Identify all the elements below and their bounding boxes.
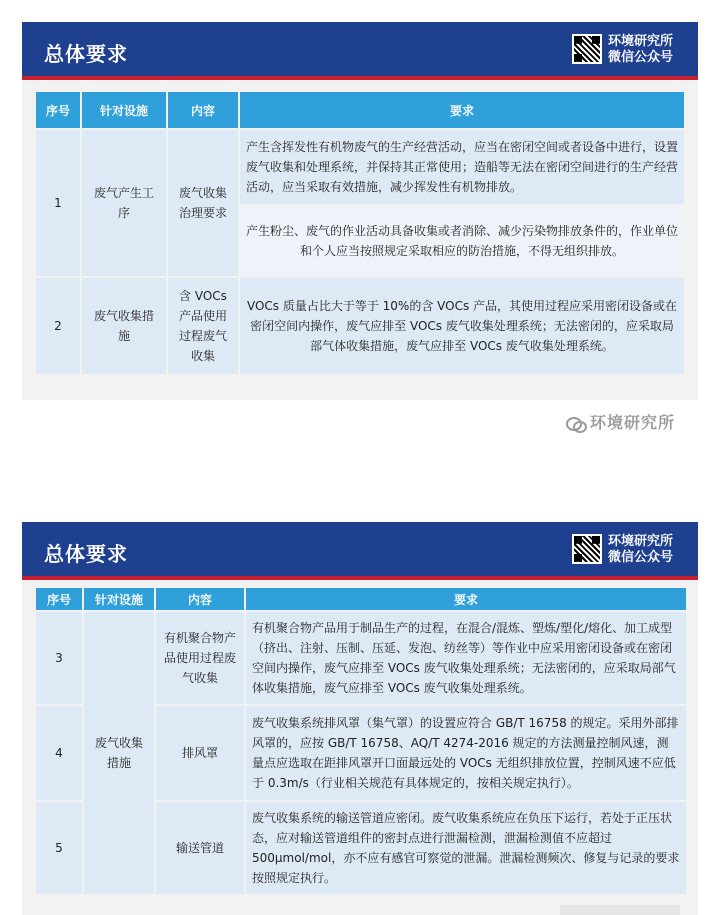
wechat-icon — [566, 417, 586, 431]
slide-1 — [22, 22, 698, 400]
brand-label — [608, 34, 673, 66]
row-no: 1 — [36, 130, 82, 278]
header-requirement: 要求 — [246, 588, 686, 612]
bottom-watermark-strip — [560, 905, 680, 915]
row-content: 输送管道 — [156, 802, 246, 896]
slide-title: 总体要求 — [44, 542, 128, 566]
brand-line-2: 微信公众号 — [608, 50, 674, 65]
row-content: 含 VOCs 产品使用过程废气收集 — [168, 278, 240, 376]
qr-code-icon — [572, 34, 602, 64]
slide-title: 总体要求 — [44, 42, 128, 66]
watermark — [566, 410, 675, 433]
header-content: 内容 — [156, 588, 246, 612]
slide-header — [22, 522, 698, 580]
table-row — [36, 278, 684, 376]
row-no: 2 — [36, 278, 82, 376]
row-content: 有机聚合物产品使用过程废气收集 — [156, 612, 246, 706]
row-facility: 废气收集措施 — [82, 278, 168, 376]
brand-line-1: 环境研究所 — [608, 534, 674, 549]
header-facility: 针对设施 — [82, 92, 168, 130]
slide-2 — [22, 522, 698, 915]
table-header-row — [36, 588, 686, 612]
header-no: 序号 — [36, 92, 82, 130]
slide-header — [22, 22, 698, 80]
row-content: 排风罩 — [156, 706, 246, 802]
row-requirement: 产生含挥发性有机物废气的生产经营活动，应当在密闭空间或者设备中进行，设置废气收集和处理系统，并保持其正常使用；造船等无法在密闭空间进行的生产经营活动，应当采取有效措施，减少挥发性有机物排放。 — [240, 130, 684, 206]
row-requirement: 有机聚合物产品用于制品生产的过程，在混合/混炼、塑炼/塑化/熔化、加工成型（挤出、注射、压制、压延、发泡、纺丝等）等作业中应采用密闭设备或在密闭空间内操作，废气应排至 VOCs 废气收集处理系统；无法密闭的，应采取局部气体收集措施，废气应排至 VOCs 废气收集处理系统。 — [246, 612, 686, 706]
row-facility: 废气产生工序 — [82, 130, 168, 278]
header-content: 内容 — [168, 92, 240, 130]
table-header-row — [36, 92, 684, 130]
row-facility: 废气收集措施 — [84, 612, 156, 896]
header-no: 序号 — [36, 588, 84, 612]
row-no: 3 — [36, 612, 84, 706]
row-no: 4 — [36, 706, 84, 802]
table-row — [36, 612, 686, 706]
row-requirement: 废气收集系统排风罩（集气罩）的设置应符合 GB/T 16758 的规定。采用外部排风罩的，应按 GB/T 16758、AQ/T 4274-2016 规定的方法测量控制风速，测量点应选取在距排风罩开口面最远处的 VOCs 无组织排放位置，控制风速不应低于 0.3m/s（行业相关规范有具体规定的，按相关规定执行）。 — [246, 706, 686, 802]
row-requirement: VOCs 质量占比大于等于 10%的含 VOCs 产品，其使用过程应采用密闭设备或在密闭空间内操作，废气应排至 VOCs 废气收集处理系统；无法密闭的，应采取局部气体收集措施，废气应排至 VOCs 废气收集处理系统。 — [240, 278, 684, 376]
row-requirement: 废气收集系统的输送管道应密闭。废气收集系统应在负压下运行，若处于正压状态，应对输送管道组件的密封点进行泄漏检测，泄漏检测值不应超过 500μmol/mol，亦不应有感官可察觉的泄漏。泄漏检测频次、修复与记录的要求按照规定执行。 — [246, 802, 686, 896]
brand-line-1: 环境研究所 — [608, 34, 674, 49]
requirements-table — [36, 92, 684, 376]
header-facility: 针对设施 — [84, 588, 156, 612]
row-no: 5 — [36, 802, 84, 896]
row-content: 废气收集治理要求 — [168, 130, 240, 278]
brand-line-2: 微信公众号 — [608, 550, 674, 565]
table-row — [36, 130, 684, 206]
watermark-text: 环境研究所 — [590, 413, 676, 432]
requirements-table — [36, 588, 686, 896]
header-requirement: 要求 — [240, 92, 684, 130]
qr-code-icon — [572, 534, 602, 564]
brand-label — [608, 534, 673, 566]
row-requirement: 产生粉尘、废气的作业活动具备收集或者消除、减少污染物排放条件的，作业单位和个人应当按照规定采取相应的防治措施，不得无组织排放。 — [240, 206, 684, 278]
